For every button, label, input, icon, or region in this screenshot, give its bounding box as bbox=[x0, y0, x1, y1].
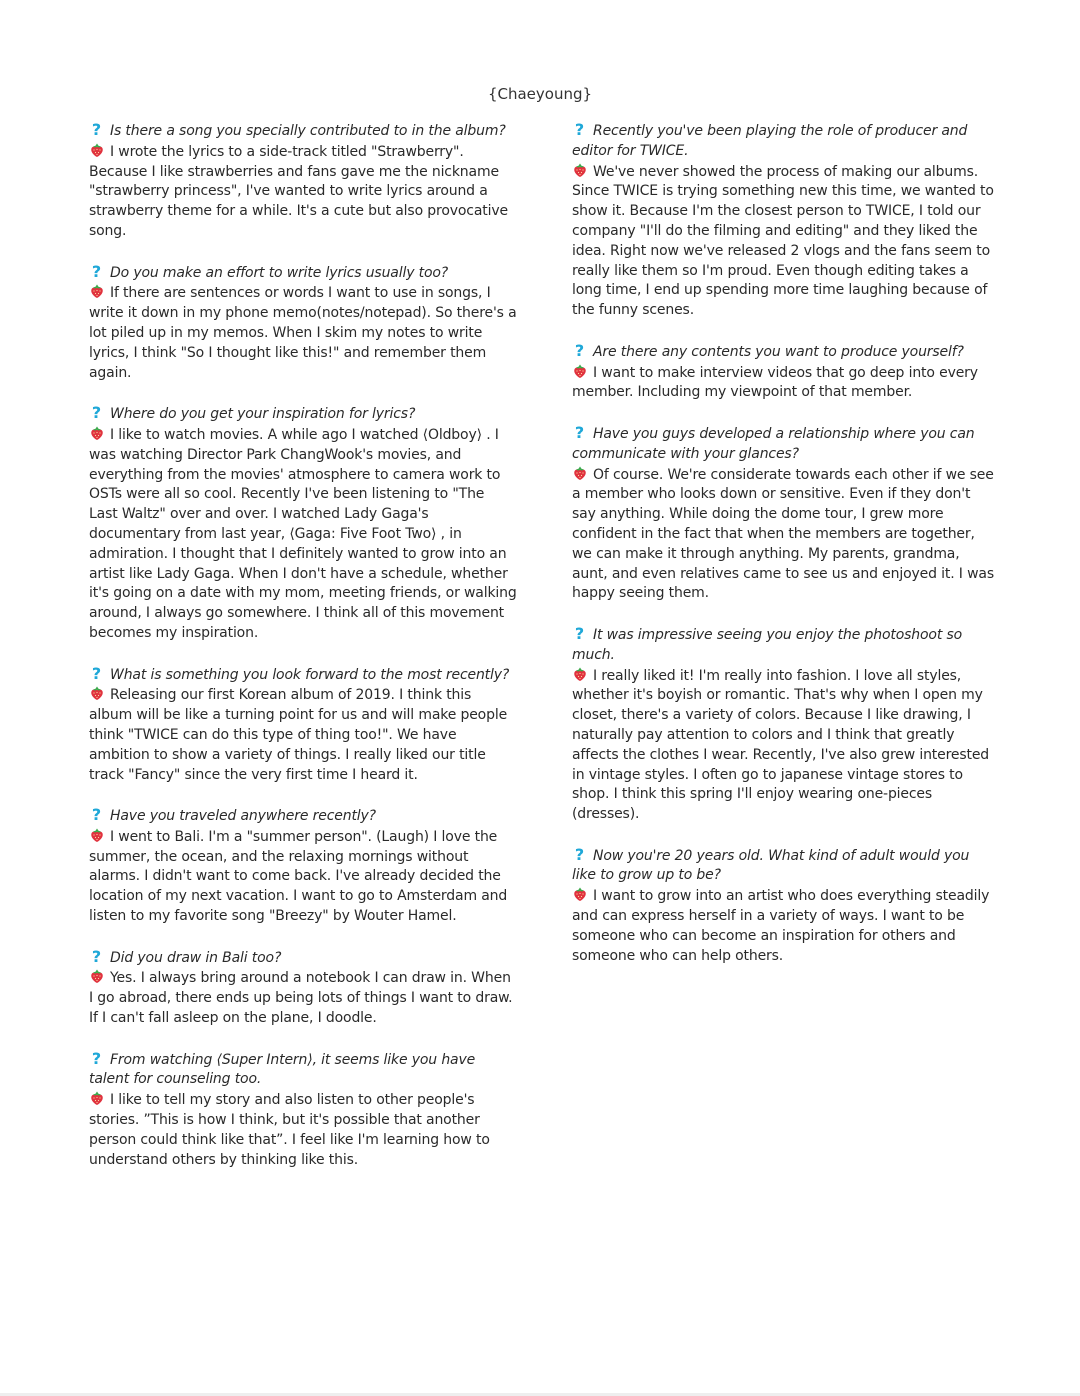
answer-label: I wrote the lyrics to a side-track titled "Strawberry". Because I like strawberries and fans gave me the nickname "strawberry princess", I've wanted to write lyrics around a strawberry theme for a while. It's a cute but also provocative song. bbox=[89, 143, 508, 239]
question-text bbox=[89, 664, 517, 686]
qa-block bbox=[89, 805, 517, 927]
answer-label: Yes. I always bring around a notebook I can draw in. When I go abroad, there ends up being lots of things I want to draw. If I can't fall asleep on the plane, I doodle. bbox=[89, 970, 513, 1027]
question-mark-icon: ? bbox=[91, 1048, 102, 1068]
question-mark-icon: ? bbox=[91, 946, 102, 966]
strawberry-icon bbox=[572, 886, 588, 902]
strawberry-icon bbox=[572, 666, 588, 682]
answer-label: Of course. We're considerate towards each other if we see a member who looks down or sensitive. Even if they don't say anything. While doing the dome tour, I grew more confident in the fact that when the members are together, we can make it through anything. My parents, grandma, aunt, and even relatives came to see us and enjoyed it. I was happy seeing them. bbox=[572, 466, 994, 602]
right-column bbox=[572, 120, 996, 986]
question-label: Now you're 20 years old. What kind of adult would you like to grow up to be? bbox=[572, 847, 970, 884]
qa-block bbox=[89, 947, 517, 1029]
qa-block bbox=[572, 423, 996, 604]
answer-text bbox=[89, 1090, 517, 1170]
question-text bbox=[89, 403, 517, 425]
strawberry-icon bbox=[89, 283, 105, 299]
question-text bbox=[89, 805, 517, 827]
question-label: Have you guys developed a relationship where you can communicate with your glances? bbox=[572, 425, 975, 462]
question-label: Recently you've been playing the role of producer and editor for TWICE. bbox=[572, 123, 968, 159]
question-text bbox=[572, 341, 996, 363]
page-title: {Chaeyoung} bbox=[487, 85, 593, 103]
answer-text bbox=[89, 685, 517, 785]
question-text bbox=[89, 120, 517, 142]
question-label: Do you make an effort to write lyrics usually too? bbox=[110, 264, 449, 281]
qa-block bbox=[89, 262, 517, 384]
answer-label: I want to make interview videos that go deep into every member. Including my viewpoint of that member. bbox=[572, 364, 978, 401]
answer-text bbox=[572, 666, 996, 825]
left-column bbox=[89, 120, 517, 1190]
qa-block bbox=[572, 120, 996, 321]
qa-block bbox=[89, 664, 517, 786]
answer-text bbox=[572, 162, 996, 321]
qa-block bbox=[572, 624, 996, 825]
question-label: Did you draw in Bali too? bbox=[110, 949, 282, 966]
question-label: Is there a song you specially contributed to in the album? bbox=[110, 123, 506, 139]
question-mark-icon: ? bbox=[574, 844, 585, 864]
answer-text bbox=[89, 968, 517, 1028]
question-mark-icon: ? bbox=[91, 261, 102, 281]
strawberry-icon bbox=[89, 425, 105, 441]
question-text bbox=[89, 262, 517, 284]
question-mark-icon: ? bbox=[574, 340, 585, 360]
question-label: It was impressive seeing you enjoy the photoshoot so much. bbox=[572, 626, 963, 663]
question-text bbox=[572, 845, 996, 887]
answer-label: I really liked it! I'm really into fashion. I love all styles, whether it's boyish or romantic. That's why when I open my closet, there's a variety of colors. Because I like drawing, I naturally pay attention to colors and I think that greatly affects the clothes I wear. Recently, I've also grew interested in vintage styles. I often go to japanese vintage stores to shop. I think this spring I'll enjoy wearing one-pieces (dresses). bbox=[572, 667, 990, 823]
strawberry-icon bbox=[89, 142, 105, 158]
question-label: Are there any contents you want to produce yourself? bbox=[593, 343, 964, 360]
question-text bbox=[572, 423, 996, 465]
question-text bbox=[89, 947, 517, 969]
strawberry-icon bbox=[89, 968, 105, 984]
question-label: Have you traveled anywhere recently? bbox=[110, 808, 376, 825]
answer-text bbox=[572, 363, 996, 404]
answer-text bbox=[572, 886, 996, 966]
qa-block bbox=[572, 341, 996, 403]
answer-label: I want to grow into an artist who does everything steadily and can express herself in a variety of ways. I want to be someone who can become an inspiration for others and someone who can help others. bbox=[572, 888, 990, 964]
question-mark-icon: ? bbox=[91, 663, 102, 683]
qa-block bbox=[89, 120, 517, 242]
strawberry-icon bbox=[572, 465, 588, 481]
question-mark-icon: ? bbox=[91, 403, 102, 423]
question-text bbox=[572, 120, 996, 162]
question-mark-icon: ? bbox=[574, 623, 585, 643]
qa-block bbox=[89, 403, 517, 644]
strawberry-icon bbox=[89, 1090, 105, 1106]
question-label: Where do you get your inspiration for lyrics? bbox=[110, 406, 416, 423]
question-mark-icon: ? bbox=[574, 120, 585, 139]
answer-text bbox=[89, 142, 517, 242]
answer-label: I like to tell my story and also listen to other people's stories. ”This is how I think, but it's possible that another person could think like that”. I feel like I'm learning how to understand others by thinking like this. bbox=[89, 1092, 490, 1168]
question-mark-icon: ? bbox=[574, 422, 585, 442]
answer-label: I like to watch movies. A while ago I watched ⟨Oldboy⟩ . I was watching Director Park ChangWook's movies, and everything from the movies' atmosphere to camera work to OSTs were all so cool. Recently I've been listening to "The Last Waltz" over and over. I watched Lady Gaga's documentary from last year, ⟨Gaga: Five Foot Two⟩ , in admiration. I thought that I definitely wanted to grow into an artist like Lady Gaga. When I don't have a schedule, whether it's going on a date with my mom, meeting friends, or walking around, I always go somewhere. I think all of this movement becomes my inspiration. bbox=[89, 426, 517, 641]
question-mark-icon: ? bbox=[91, 805, 102, 825]
strawberry-icon bbox=[89, 827, 105, 843]
answer-text bbox=[89, 425, 517, 644]
question-label: From watching ⟨Super Intern⟩, it seems like you have talent for counseling too. bbox=[89, 1051, 476, 1088]
question-label: What is something you look forward to the most recently? bbox=[110, 666, 510, 683]
strawberry-icon bbox=[89, 685, 105, 701]
strawberry-icon bbox=[572, 162, 588, 178]
answer-label: I went to Bali. I'm a "summer person". (Laugh) I love the summer, the ocean, and the relaxing mornings without alarms. I didn't want to come back. I've already decided the location of my next vacation. I want to go to Amsterdam and listen to my favorite song "Breezy" by Wouter Hamel. bbox=[89, 828, 508, 925]
answer-text bbox=[89, 283, 517, 383]
strawberry-icon bbox=[572, 363, 588, 379]
answer-text bbox=[89, 827, 517, 927]
answer-text bbox=[572, 465, 996, 605]
answer-label: Releasing our first Korean album of 2019. I think this album will be like a turning point for us and will make people think "TWICE can do this type of thing too!". We have ambition to show a variety of things. I really liked our title track "Fancy" since the very first time I heard it. bbox=[89, 687, 508, 783]
question-mark-icon: ? bbox=[91, 120, 102, 139]
qa-block bbox=[572, 845, 996, 967]
question-text bbox=[89, 1049, 517, 1091]
qa-block bbox=[89, 1049, 517, 1171]
answer-label: We've never showed the process of making our albums. Since TWICE is trying something new this time, we wanted to show it. Because I'm the closest person to TWICE, I told our company "I'll do the filming and editing" and they liked the idea. Right now we've released 2 vlogs and the fans seem to really like them so I'm proud. Even though editing takes a long time, I end up spending more time laughing because of the funny scenes. bbox=[572, 163, 994, 319]
answer-label: If there are sentences or words I want to use in songs, I write it down in my phone memo(notes/notepad). So there's a lot piled up in my memos. When I skim my notes to write lyrics, I think "So I thought like this!" and remember them again. bbox=[89, 285, 517, 381]
question-text bbox=[572, 624, 996, 666]
